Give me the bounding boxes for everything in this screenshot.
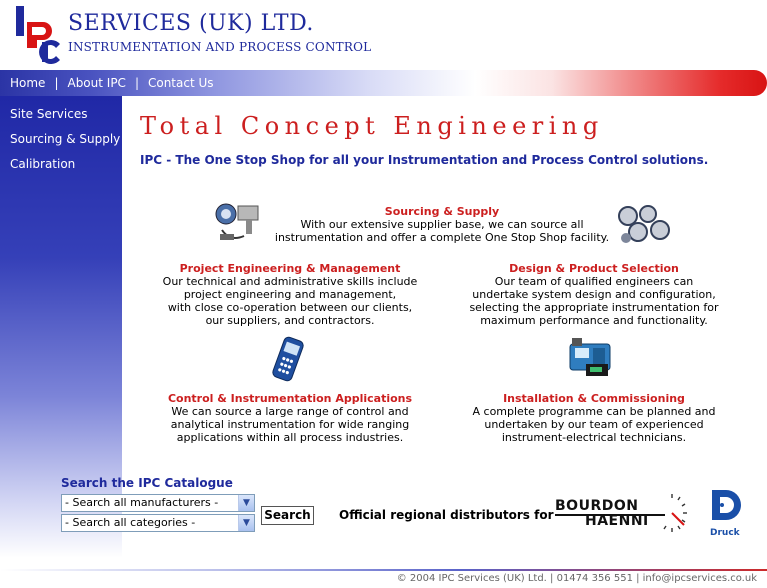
section-text-line: analytical instrumentation for wide ranging [170,418,410,431]
section-title[interactable]: Sourcing & Supply [384,205,500,218]
nav-about-link[interactable]: About IPC [67,76,126,90]
page-subtitle: IPC - The One Stop Shop for all your Instrumentation and Process Control solutions. [140,153,709,167]
section-installation-commissioning [456,392,732,444]
nav-contact-link[interactable]: Contact Us [147,76,214,90]
chevron-down-icon[interactable]: ▼ [238,495,254,511]
section-design-product [456,262,732,327]
section-text-line: applications within all process industries. [176,431,404,444]
manufacturer-select[interactable] [61,494,255,512]
section-text-line: instrument-electrical technicians. [501,431,687,444]
sidebar-item-sourcing-supply[interactable]: Sourcing & Supply [10,132,121,146]
druck-logo[interactable] [708,488,746,522]
calibrator-image [268,336,308,382]
section-title[interactable]: Project Engineering & Management [179,262,401,275]
section-text-line: undertaken by our team of experienced [484,418,704,431]
section-text-line: our suppliers, and contractors. [205,314,375,327]
calibration-kit-image [566,334,616,380]
section-text-line: with close co-operation between our clients, [167,301,413,314]
section-text-line: instrumentation and offer a complete One Stop Shop facility. [274,231,610,244]
page-title: Total Concept Engineering [140,112,604,140]
category-select-value: - Search all categories - [65,516,196,529]
gauge-dial-icon [655,490,689,536]
section-title[interactable]: Control & Instrumentation Applications [167,392,413,405]
section-title[interactable]: Design & Product Selection [509,262,679,275]
section-text-line: With our extensive supplier base, we can source all [300,218,584,231]
company-tagline: INSTRUMENTATION AND PROCESS CONTROL [68,40,372,54]
druck-logo-text: Druck [710,528,740,538]
footer-text: © 2004 IPC Services (UK) Ltd. | 01474 356 551 | info@ipcservices.co.uk [396,573,757,584]
header [0,0,767,68]
section-title[interactable]: Installation & Commissioning [503,392,685,405]
ipc-logo[interactable] [14,6,66,64]
bourdon-logo-text: BOURDON [555,498,639,514]
nav-home-link[interactable]: Home [10,76,46,90]
bourdon-haenni-logo[interactable] [555,488,689,538]
section-text-line: Our team of qualified engineers can [494,275,694,288]
section-text-line: Our technical and administrative skills include [162,275,418,288]
distributors-label: Official regional distributors for [339,508,554,522]
section-text-line: A complete programme can be planned and [472,405,716,418]
section-text-line: undertake system design and configuration, [472,288,716,301]
search-catalogue-title: Search the IPC Catalogue [61,476,233,490]
sidebar-item-site-services[interactable]: Site Services [10,107,88,121]
nav-separator: | [134,76,139,90]
company-name: SERVICES (UK) LTD. [68,11,314,36]
category-select[interactable] [61,514,255,532]
section-text-line: We can source a large range of control and [171,405,409,418]
section-control-instrumentation [140,392,440,444]
section-sourcing-supply [262,205,622,244]
section-text-line: selecting the appropriate instrumentation for [469,301,719,314]
section-text-line: project engineering and management, [183,288,397,301]
nav-separator: | [54,76,59,90]
chevron-down-icon[interactable]: ▼ [238,515,254,531]
search-button[interactable]: Search [261,506,314,525]
haenni-logo-text: HAENNI [585,513,649,529]
section-project-engineering [140,262,440,327]
top-nav-bar [0,70,767,96]
nav-links [10,76,214,90]
sidebar-list [0,96,122,177]
manufacturer-select-value: - Search all manufacturers - [65,496,219,509]
gauges-image [616,204,672,246]
section-text-line: maximum performance and functionality. [480,314,708,327]
sidebar-item-calibration[interactable]: Calibration [10,157,76,171]
footer-divider [0,569,767,571]
